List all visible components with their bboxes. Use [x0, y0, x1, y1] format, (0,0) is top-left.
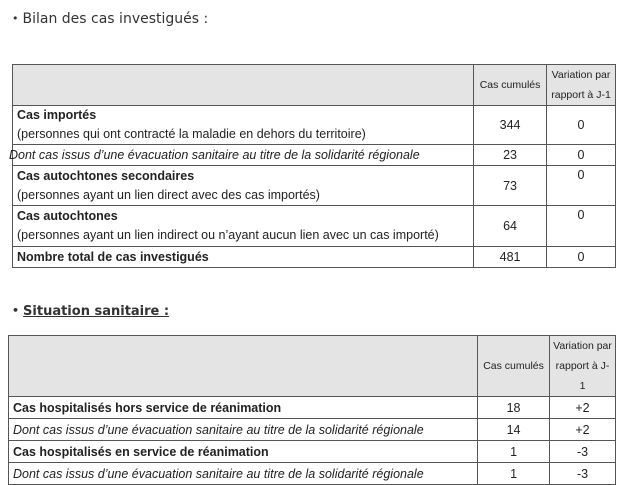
row-sublabel: (personnes ayant un lien indirect ou n’ayant aucun lien avec un cas importé)	[17, 228, 439, 242]
row-label: Nombre total de cas investigués	[13, 247, 474, 268]
section-title: Bilan des cas investigués :	[22, 11, 209, 27]
row-sublabel: (personnes qui ont contracté la maladie en dehors du territoire)	[17, 127, 366, 141]
row-cumul: 14	[478, 419, 550, 441]
table-row	[9, 463, 616, 485]
row-cumul: 344	[474, 106, 547, 145]
row-variation: -3	[550, 441, 616, 463]
row-variation: 0	[547, 106, 616, 145]
table-row	[9, 397, 616, 419]
row-label: Cas hospitalisés hors service de réanimation	[9, 397, 478, 419]
row-sublabel: (personnes ayant un lien direct avec des cas importés)	[17, 187, 320, 202]
row-cumul: 1	[478, 463, 550, 485]
table-row	[13, 145, 616, 166]
section-heading-situation	[12, 304, 169, 319]
row-label: Cas importés	[17, 108, 97, 122]
table-row-total	[13, 247, 616, 268]
header-cumul: Cas cumulés	[474, 65, 547, 106]
row-variation: 0	[547, 145, 616, 166]
row-variation: +2	[550, 419, 616, 441]
row-label-cell	[13, 166, 474, 206]
table-row	[9, 441, 616, 463]
header-empty-cell	[9, 336, 478, 397]
header-cumul: Cas cumulés	[478, 336, 550, 397]
row-cumul: 23	[474, 145, 547, 166]
situation-table	[8, 335, 616, 485]
bilan-table	[9, 64, 616, 268]
header-empty-cell	[13, 65, 474, 106]
table-row	[13, 206, 616, 247]
row-cumul: 481	[474, 247, 547, 268]
row-label: Dont cas issus d’une évacuation sanitaire au titre de la solidarité régionale	[9, 463, 478, 485]
row-label-cell	[13, 206, 474, 247]
table-row	[9, 419, 616, 441]
table-row	[13, 166, 616, 206]
row-variation: -3	[550, 463, 616, 485]
section-title: Situation sanitaire :	[23, 304, 170, 319]
table-header-row	[9, 336, 616, 397]
row-label-cell	[13, 106, 474, 145]
row-label: Dont cas issus d’une évacuation sanitaire au titre de la solidarité régionale	[9, 145, 470, 166]
row-variation: 0	[547, 247, 616, 268]
row-cumul: 18	[478, 397, 550, 419]
table-header-row	[13, 65, 616, 106]
row-variation: 0	[547, 166, 616, 206]
bullet-icon: •	[12, 12, 19, 25]
row-label: Dont cas issus d’une évacuation sanitaire au titre de la solidarité régionale	[9, 419, 478, 441]
row-label: Cas autochtones secondaires	[17, 168, 195, 183]
section-heading-bilan	[12, 11, 208, 27]
header-variation: Variation par rapport à J-1	[550, 336, 616, 397]
row-cumul: 1	[478, 441, 550, 463]
row-cumul: 64	[474, 206, 547, 247]
row-label: Cas hospitalisés en service de réanimation	[9, 441, 478, 463]
row-label: Cas autochtones	[17, 209, 118, 223]
row-variation: +2	[550, 397, 616, 419]
row-variation: 0	[547, 206, 616, 247]
header-variation: Variation par rapport à J-1	[547, 65, 616, 106]
table-row	[13, 106, 616, 145]
bullet-icon: •	[12, 304, 20, 317]
row-cumul: 73	[474, 166, 547, 206]
